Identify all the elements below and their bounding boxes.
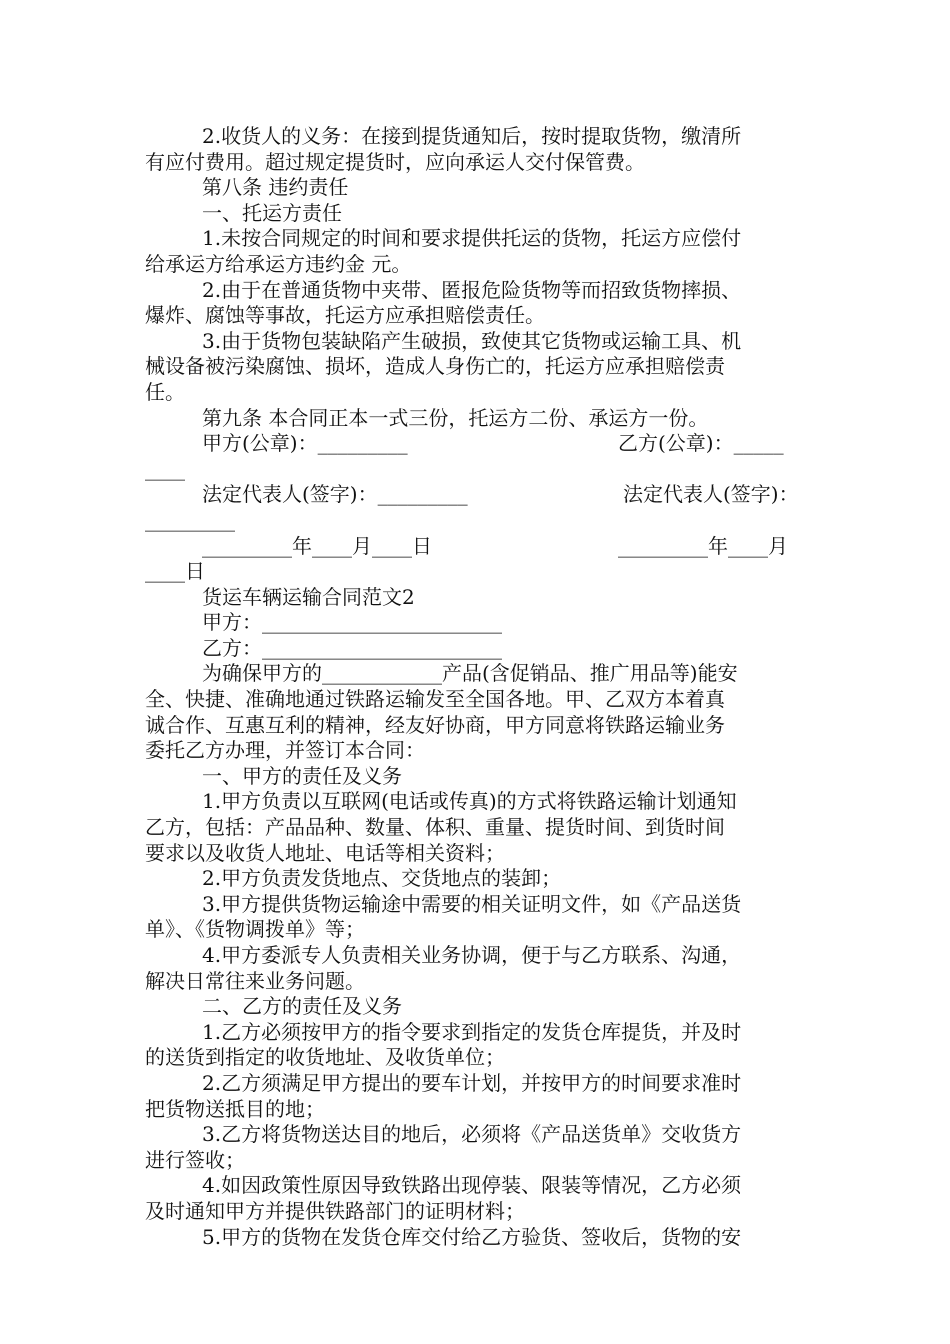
party-b-seal: 乙方(公章)：_____ [618,431,784,456]
text-line: 及时通知甲方并提供铁路部门的证明材料； [145,1198,525,1223]
text-line: 有应付费用。超过规定提货时，应向承运人交付保管费。 [145,149,645,174]
text-line: 第八条 违约责任 [202,175,349,200]
party-b-date-continued: ____日 [145,559,205,584]
text-line: 5.甲方的货物在发货仓库交付给乙方验货、签收后，货物的安 [202,1224,742,1249]
text-line: 第九条 本合同正本一式三份，托运方二份、承运方一份。 [202,405,709,430]
text-line: 二、乙方的责任及义务 [202,994,402,1019]
party-a-seal: 甲方(公章)：_________ [202,431,408,456]
text-line: 3.由于货物包装缺陷产生破损，致使其它货物或运输工具、机 [202,328,742,353]
text-line: 械设备被污染腐蚀、损坏，造成人身伤亡的，托运方应承担赔偿责 [145,354,725,379]
text-line: 乙方：________________________ [202,635,502,660]
text-line: 诚合作、互惠互利的精神，经友好协商，甲方同意将铁路运输业务 [145,712,725,737]
text-line: 给承运方给承运方违约金 元。 [145,251,412,276]
text-line: 进行签收； [145,1147,245,1172]
text-line: 1.乙方必须按甲方的指令要求到指定的发货仓库提货，并及时 [202,1019,742,1044]
text-line: 单》、《货物调拨单》等； [145,917,365,942]
text-line: 1.未按合同规定的时间和要求提供托运的货物，托运方应偿付 [202,226,742,251]
party-b-representative-continued: _________ [145,507,235,532]
text-line: 把货物送抵目的地； [145,1096,325,1121]
text-line: 一、托运方责任 [202,200,342,225]
text-line: 2.乙方须满足甲方提出的要车计划，并按甲方的时间要求准时 [202,1070,742,1095]
text-line: 解决日常往来业务问题。 [145,968,365,993]
text-line: 4.甲方委派专人负责相关业务协调，便于与乙方联系、沟通， [202,943,742,967]
text-line: 要求以及收货人地址、电话等相关资料； [145,840,505,865]
text-line: 2.收货人的义务：在接到提货通知后，按时提取货物，缴清所 [202,124,742,148]
seal-line [145,431,810,457]
text-line: 委托乙方办理，并签订本合同： [145,738,425,763]
text-line: 甲方：________________________ [202,610,502,635]
representative-line [145,482,810,508]
text-line: 一、甲方的责任及义务 [202,763,402,788]
party-b-representative: 法定代表人(签字)： [623,482,799,507]
text-line: 3.甲方提供货物运输途中需要的相关证明文件，如《产品送货 [202,891,742,916]
text-line: 爆炸、腐蚀等事故，托运方应承担赔偿责任。 [145,303,545,328]
text-line: 全、快捷、准确地通过铁路运输发至全国各地。甲、乙双方本着真 [145,687,725,712]
contract-text-block-a [145,124,810,431]
text-line: 2.由于在普通货物中夹带、匿报危险货物等而招致货物摔损、 [202,277,742,302]
party-b-date: _________年____月 [618,533,788,558]
text-line: 为确保甲方的____________产品(含促销品、推广用品等)能安 [202,661,738,686]
text-line: 货运车辆运输合同范文2 [202,584,415,609]
text-line: 1.甲方负责以互联网(电话或传真)的方式将铁路运输计划通知 [202,789,737,814]
document-page [145,124,810,1250]
text-line: 4.如因政策性原因导致铁路出现停装、限装等情况，乙方必须 [202,1173,742,1198]
text-line: 任。 [145,379,185,404]
party-a-representative: 法定代表人(签字)：_________ [202,482,468,507]
text-line: 的送货到指定的收货地址、及收货单位； [145,1045,505,1070]
text-line: 3.乙方将货物送达目的地后，必须将《产品送货单》交收货方 [202,1122,742,1147]
date-line [145,534,810,560]
text-line: 2.甲方负责发货地点、交货地点的装卸； [202,866,562,891]
party-b-seal-continued: ____ [145,456,185,481]
party-a-date: _________年____月____日 [202,533,432,558]
text-line: 乙方，包括：产品品种、数量、体积、重量、提货时间、到货时间 [145,815,725,840]
contract-text-block-b [145,585,810,1250]
